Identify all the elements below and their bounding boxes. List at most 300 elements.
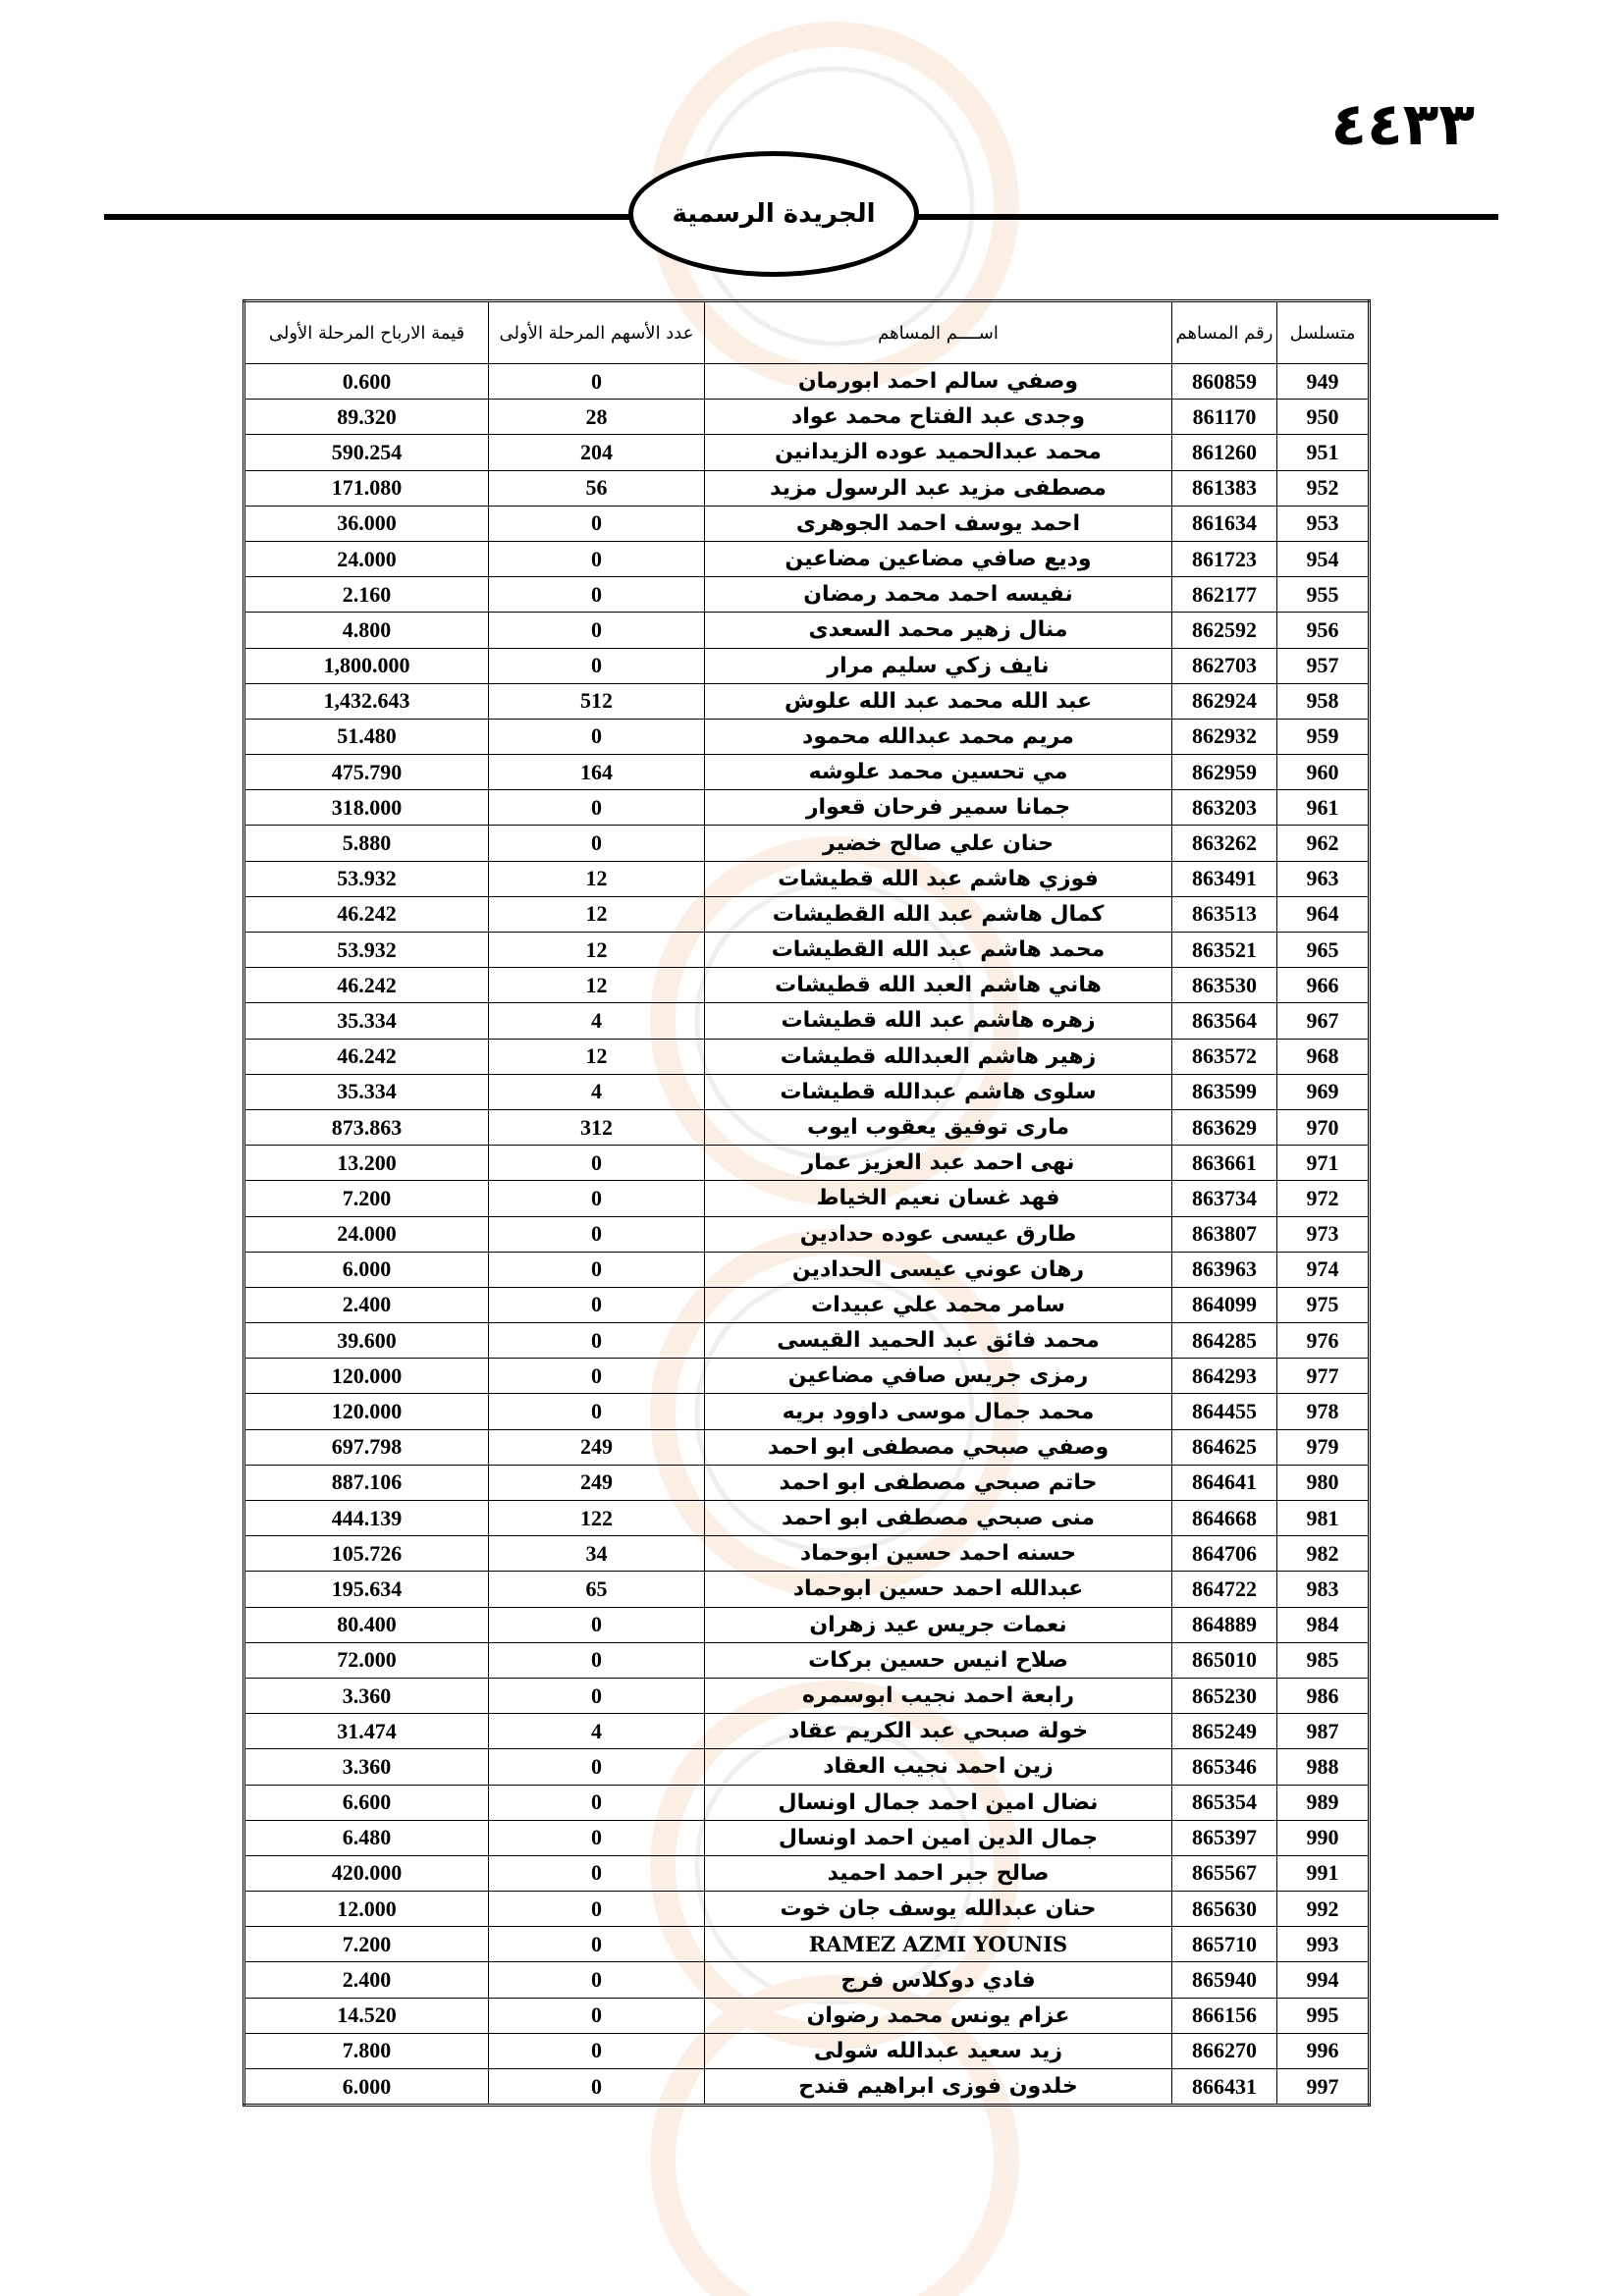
cell-dividends: 3.360 xyxy=(244,1678,489,1713)
cell-shares: 28 xyxy=(489,400,705,435)
cell-shares: 56 xyxy=(489,470,705,506)
cell-dividends: 2.160 xyxy=(244,577,489,613)
table-row xyxy=(244,364,1370,400)
cell-shareholder-number: 861260 xyxy=(1172,435,1277,470)
cell-serial: 992 xyxy=(1277,1892,1370,1927)
cell-shares: 0 xyxy=(489,577,705,613)
cell-shareholder-name: فادي دوكلاس فرج xyxy=(705,1962,1172,1998)
cell-shareholder-name: رهان عوني عيسى الحدادين xyxy=(705,1252,1172,1287)
cell-shares: 0 xyxy=(489,506,705,541)
table-row xyxy=(244,400,1370,435)
header-shareholder-name: اســــم المساهم xyxy=(705,301,1172,364)
cell-shareholder-name: حاتم صبحي مصطفى ابو احمد xyxy=(705,1465,1172,1500)
cell-shares: 0 xyxy=(489,790,705,826)
cell-shareholder-name: محمد فائق عبد الحميد القيسى xyxy=(705,1323,1172,1359)
table-row xyxy=(244,826,1370,861)
cell-serial: 976 xyxy=(1277,1323,1370,1359)
cell-shares: 0 xyxy=(489,1855,705,1891)
cell-shareholder-number: 862959 xyxy=(1172,755,1277,790)
cell-shares: 0 xyxy=(489,1820,705,1855)
table-row xyxy=(244,755,1370,790)
cell-serial: 966 xyxy=(1277,968,1370,1003)
cell-dividends: 444.139 xyxy=(244,1501,489,1536)
cell-shareholder-number: 863572 xyxy=(1172,1039,1277,1074)
table-row xyxy=(244,1323,1370,1359)
cell-dividends: 0.600 xyxy=(244,364,489,400)
table-row xyxy=(244,1536,1370,1572)
cell-shareholder-name: وجدى عبد الفتاح محمد عواد xyxy=(705,400,1172,435)
table-row xyxy=(244,648,1370,683)
cell-shareholder-number: 864706 xyxy=(1172,1536,1277,1572)
cell-serial: 951 xyxy=(1277,435,1370,470)
cell-shareholder-number: 862592 xyxy=(1172,613,1277,648)
cell-shares: 0 xyxy=(489,1359,705,1394)
cell-serial: 957 xyxy=(1277,648,1370,683)
header-serial: متسلسل xyxy=(1277,301,1370,364)
cell-dividends: 873.863 xyxy=(244,1109,489,1145)
table-header-row xyxy=(244,301,1370,364)
cell-shares: 12 xyxy=(489,861,705,896)
cell-serial: 971 xyxy=(1277,1146,1370,1181)
cell-serial: 995 xyxy=(1277,1998,1370,2033)
cell-shareholder-number: 862177 xyxy=(1172,577,1277,613)
cell-serial: 993 xyxy=(1277,1927,1370,1962)
cell-serial: 994 xyxy=(1277,1962,1370,1998)
cell-serial: 950 xyxy=(1277,400,1370,435)
cell-shareholder-name: نضال امين احمد جمال اونسال xyxy=(705,1785,1172,1820)
cell-serial: 970 xyxy=(1277,1109,1370,1145)
cell-shares: 0 xyxy=(489,1252,705,1287)
cell-shareholder-number: 862924 xyxy=(1172,683,1277,719)
cell-serial: 960 xyxy=(1277,755,1370,790)
cell-shareholder-number: 865249 xyxy=(1172,1714,1277,1749)
cell-shareholder-name: مصطفى مزيد عبد الرسول مزيد xyxy=(705,470,1172,506)
cell-serial: 990 xyxy=(1277,1820,1370,1855)
cell-shareholder-number: 860859 xyxy=(1172,364,1277,400)
table-row xyxy=(244,1287,1370,1322)
table-row xyxy=(244,1109,1370,1145)
cell-dividends: 39.600 xyxy=(244,1323,489,1359)
page-number: ٤٤٣٣ xyxy=(1330,90,1475,159)
cell-dividends: 13.200 xyxy=(244,1146,489,1181)
cell-shares: 4 xyxy=(489,1074,705,1109)
cell-serial: 997 xyxy=(1277,2069,1370,2106)
cell-shareholder-name: هاني هاشم العبد الله قطيشات xyxy=(705,968,1172,1003)
cell-shares: 0 xyxy=(489,613,705,648)
cell-dividends: 6.000 xyxy=(244,1252,489,1287)
cell-serial: 953 xyxy=(1277,506,1370,541)
cell-dividends: 195.634 xyxy=(244,1572,489,1607)
cell-shareholder-number: 864099 xyxy=(1172,1287,1277,1322)
cell-shareholder-name: منى صبحي مصطفى ابو احمد xyxy=(705,1501,1172,1536)
cell-shareholder-number: 865567 xyxy=(1172,1855,1277,1891)
cell-serial: 958 xyxy=(1277,683,1370,719)
cell-dividends: 35.334 xyxy=(244,1074,489,1109)
cell-dividends: 590.254 xyxy=(244,435,489,470)
cell-dividends: 1,432.643 xyxy=(244,683,489,719)
table-row xyxy=(244,435,1370,470)
cell-serial: 974 xyxy=(1277,1252,1370,1287)
cell-serial: 979 xyxy=(1277,1429,1370,1465)
cell-dividends: 120.000 xyxy=(244,1394,489,1429)
cell-serial: 981 xyxy=(1277,1501,1370,1536)
table-row xyxy=(244,1572,1370,1607)
cell-shares: 65 xyxy=(489,1572,705,1607)
cell-shareholder-number: 866156 xyxy=(1172,1998,1277,2033)
cell-shares: 0 xyxy=(489,826,705,861)
cell-shares: 0 xyxy=(489,541,705,576)
cell-shareholder-name: وديع صافي مضاعين مضاعين xyxy=(705,541,1172,576)
cell-serial: 967 xyxy=(1277,1003,1370,1039)
cell-shareholder-number: 861383 xyxy=(1172,470,1277,506)
shareholders-table-wrap xyxy=(243,299,1368,2107)
cell-shares: 0 xyxy=(489,1678,705,1713)
cell-shares: 0 xyxy=(489,1998,705,2033)
table-row xyxy=(244,1003,1370,1039)
cell-shareholder-number: 863262 xyxy=(1172,826,1277,861)
cell-shareholder-name: حسنه احمد حسين ابوحماد xyxy=(705,1536,1172,1572)
shareholders-table xyxy=(243,299,1371,2107)
cell-shareholder-name: صالح جبر احمد احميد xyxy=(705,1855,1172,1891)
cell-shareholder-number: 865397 xyxy=(1172,1820,1277,1855)
cell-shareholder-number: 862703 xyxy=(1172,648,1277,683)
table-row xyxy=(244,1216,1370,1252)
cell-serial: 963 xyxy=(1277,861,1370,896)
table-row xyxy=(244,1855,1370,1891)
table-row xyxy=(244,2033,1370,2068)
cell-dividends: 475.790 xyxy=(244,755,489,790)
table-row xyxy=(244,1394,1370,1429)
cell-dividends: 36.000 xyxy=(244,506,489,541)
cell-shareholder-number: 863521 xyxy=(1172,933,1277,968)
table-row xyxy=(244,968,1370,1003)
cell-serial: 955 xyxy=(1277,577,1370,613)
cell-dividends: 46.242 xyxy=(244,968,489,1003)
cell-serial: 973 xyxy=(1277,1216,1370,1252)
cell-shareholder-number: 865230 xyxy=(1172,1678,1277,1713)
table-row xyxy=(244,1074,1370,1109)
table-row xyxy=(244,1998,1370,2033)
cell-shareholder-number: 864889 xyxy=(1172,1607,1277,1642)
cell-dividends: 120.000 xyxy=(244,1359,489,1394)
cell-shares: 0 xyxy=(489,1181,705,1216)
cell-shares: 0 xyxy=(489,648,705,683)
table-row xyxy=(244,577,1370,613)
cell-shares: 122 xyxy=(489,1501,705,1536)
cell-dividends: 3.360 xyxy=(244,1749,489,1785)
table-row xyxy=(244,1359,1370,1394)
cell-shareholder-name: RAMEZ AZMI YOUNIS xyxy=(705,1927,1172,1962)
cell-shareholder-name: محمد جمال موسى داوود بريه xyxy=(705,1394,1172,1429)
cell-dividends: 31.474 xyxy=(244,1714,489,1749)
cell-dividends: 53.932 xyxy=(244,861,489,896)
cell-serial: 987 xyxy=(1277,1714,1370,1749)
table-row xyxy=(244,1501,1370,1536)
cell-shareholder-name: سامر محمد علي عبيدات xyxy=(705,1287,1172,1322)
cell-shareholder-name: خلدون فوزى ابراهيم قندح xyxy=(705,2069,1172,2106)
table-row xyxy=(244,861,1370,896)
cell-dividends: 2.400 xyxy=(244,1287,489,1322)
cell-shareholder-name: وصفي صبحي مصطفى ابو احمد xyxy=(705,1429,1172,1465)
cell-shares: 0 xyxy=(489,1607,705,1642)
cell-shares: 249 xyxy=(489,1429,705,1465)
cell-shareholder-name: زهره هاشم عبد الله قطيشات xyxy=(705,1003,1172,1039)
table-row xyxy=(244,1892,1370,1927)
cell-shareholder-number: 865940 xyxy=(1172,1962,1277,1998)
cell-serial: 956 xyxy=(1277,613,1370,648)
cell-shares: 0 xyxy=(489,364,705,400)
cell-shareholder-number: 864641 xyxy=(1172,1465,1277,1500)
cell-shares: 12 xyxy=(489,896,705,932)
cell-shareholder-number: 863661 xyxy=(1172,1146,1277,1181)
table-row xyxy=(244,896,1370,932)
cell-dividends: 24.000 xyxy=(244,1216,489,1252)
header-dividends: قيمة الارباح المرحلة الأولى xyxy=(244,301,489,364)
cell-shareholder-name: رابعة احمد نجيب ابوسمره xyxy=(705,1678,1172,1713)
cell-shareholder-name: نهى احمد عبد العزيز عمار xyxy=(705,1146,1172,1181)
cell-shareholder-number: 863203 xyxy=(1172,790,1277,826)
cell-shares: 0 xyxy=(489,1785,705,1820)
cell-shareholder-number: 864293 xyxy=(1172,1359,1277,1394)
cell-shares: 0 xyxy=(489,719,705,754)
cell-serial: 954 xyxy=(1277,541,1370,576)
cell-shareholder-number: 866270 xyxy=(1172,2033,1277,2068)
cell-shareholder-name: سلوى هاشم عبدالله قطيشات xyxy=(705,1074,1172,1109)
cell-shareholder-number: 863629 xyxy=(1172,1109,1277,1145)
cell-serial: 964 xyxy=(1277,896,1370,932)
cell-shareholder-number: 862932 xyxy=(1172,719,1277,754)
cell-shares: 0 xyxy=(489,1216,705,1252)
cell-shareholder-name: منال زهير محمد السعدى xyxy=(705,613,1172,648)
cell-shareholder-number: 863807 xyxy=(1172,1216,1277,1252)
cell-shareholder-name: مريم محمد عبدالله محمود xyxy=(705,719,1172,754)
cell-serial: 977 xyxy=(1277,1359,1370,1394)
cell-shareholder-number: 863491 xyxy=(1172,861,1277,896)
table-row xyxy=(244,1785,1370,1820)
cell-shares: 34 xyxy=(489,1536,705,1572)
cell-shares: 12 xyxy=(489,1039,705,1074)
table-row xyxy=(244,1962,1370,1998)
header-shares: عدد الأسهم المرحلة الأولى xyxy=(489,301,705,364)
cell-shareholder-name: احمد يوسف احمد الجوهرى xyxy=(705,506,1172,541)
cell-shares: 249 xyxy=(489,1465,705,1500)
cell-serial: 975 xyxy=(1277,1287,1370,1322)
cell-dividends: 6.000 xyxy=(244,2069,489,2106)
cell-shareholder-number: 865010 xyxy=(1172,1642,1277,1678)
table-row xyxy=(244,933,1370,968)
cell-shares: 312 xyxy=(489,1109,705,1145)
cell-shares: 0 xyxy=(489,1287,705,1322)
cell-shares: 0 xyxy=(489,2033,705,2068)
cell-shares: 0 xyxy=(489,1927,705,1962)
table-row xyxy=(244,1820,1370,1855)
cell-shareholder-number: 865354 xyxy=(1172,1785,1277,1820)
cell-serial: 986 xyxy=(1277,1678,1370,1713)
cell-shareholder-name: محمد عبدالحميد عوده الزيدانين xyxy=(705,435,1172,470)
table-row xyxy=(244,1465,1370,1500)
table-row xyxy=(244,1714,1370,1749)
cell-shareholder-name: نفيسه احمد محمد رمضان xyxy=(705,577,1172,613)
cell-shares: 4 xyxy=(489,1714,705,1749)
cell-shareholder-number: 866431 xyxy=(1172,2069,1277,2106)
cell-shares: 0 xyxy=(489,2069,705,2106)
cell-shares: 0 xyxy=(489,1642,705,1678)
table-row xyxy=(244,790,1370,826)
cell-serial: 959 xyxy=(1277,719,1370,754)
table-row xyxy=(244,1607,1370,1642)
cell-shareholder-number: 865630 xyxy=(1172,1892,1277,1927)
cell-dividends: 46.242 xyxy=(244,896,489,932)
cell-shareholder-number: 864285 xyxy=(1172,1323,1277,1359)
cell-shareholder-name: صلاح انيس حسين بركات xyxy=(705,1642,1172,1678)
cell-shareholder-name: فهد غسان نعيم الخياط xyxy=(705,1181,1172,1216)
cell-shareholder-number: 861634 xyxy=(1172,506,1277,541)
cell-dividends: 53.932 xyxy=(244,933,489,968)
cell-shareholder-name: مي تحسين محمد علوشه xyxy=(705,755,1172,790)
cell-dividends: 80.400 xyxy=(244,1607,489,1642)
cell-shareholder-number: 863963 xyxy=(1172,1252,1277,1287)
cell-shares: 512 xyxy=(489,683,705,719)
cell-shareholder-name: عزام يونس محمد رضوان xyxy=(705,1998,1172,2033)
cell-shareholder-number: 863513 xyxy=(1172,896,1277,932)
cell-serial: 969 xyxy=(1277,1074,1370,1109)
cell-shareholder-name: خولة صبحي عبد الكريم عقاد xyxy=(705,1714,1172,1749)
cell-shares: 12 xyxy=(489,968,705,1003)
cell-dividends: 6.600 xyxy=(244,1785,489,1820)
cell-dividends: 420.000 xyxy=(244,1855,489,1891)
table-row xyxy=(244,1927,1370,1962)
cell-dividends: 6.480 xyxy=(244,1820,489,1855)
cell-dividends: 24.000 xyxy=(244,541,489,576)
cell-serial: 989 xyxy=(1277,1785,1370,1820)
cell-shares: 0 xyxy=(489,1749,705,1785)
cell-shareholder-name: محمد هاشم عبد الله القطيشات xyxy=(705,933,1172,968)
table-row xyxy=(244,506,1370,541)
cell-dividends: 51.480 xyxy=(244,719,489,754)
cell-shares: 0 xyxy=(489,1394,705,1429)
cell-dividends: 5.880 xyxy=(244,826,489,861)
table-row xyxy=(244,683,1370,719)
table-row xyxy=(244,613,1370,648)
cell-shareholder-name: زين احمد نجيب العقاد xyxy=(705,1749,1172,1785)
cell-shareholder-name: نايف زكي سليم مرار xyxy=(705,648,1172,683)
table-row xyxy=(244,1039,1370,1074)
cell-serial: 978 xyxy=(1277,1394,1370,1429)
cell-shareholder-name: كمال هاشم عبد الله القطيشات xyxy=(705,896,1172,932)
cell-serial: 961 xyxy=(1277,790,1370,826)
table-body xyxy=(244,364,1370,2106)
gazette-title-oval xyxy=(628,151,919,277)
cell-shareholder-number: 861723 xyxy=(1172,541,1277,576)
cell-serial: 982 xyxy=(1277,1536,1370,1572)
cell-serial: 985 xyxy=(1277,1642,1370,1678)
header-shareholder-number: رقم المساهم xyxy=(1172,301,1277,364)
table-row xyxy=(244,1146,1370,1181)
cell-dividends: 46.242 xyxy=(244,1039,489,1074)
cell-shareholder-name: وصفي سالم احمد ابورمان xyxy=(705,364,1172,400)
cell-shareholder-name: رمزى جريس صافي مضاعين xyxy=(705,1359,1172,1394)
cell-shareholder-number: 863734 xyxy=(1172,1181,1277,1216)
cell-shareholder-number: 864668 xyxy=(1172,1501,1277,1536)
cell-shares: 164 xyxy=(489,755,705,790)
cell-serial: 980 xyxy=(1277,1465,1370,1500)
table-row xyxy=(244,1252,1370,1287)
cell-dividends: 72.000 xyxy=(244,1642,489,1678)
cell-serial: 972 xyxy=(1277,1181,1370,1216)
cell-shareholder-name: زهير هاشم العبدالله قطيشات xyxy=(705,1039,1172,1074)
table-row xyxy=(244,1429,1370,1465)
cell-dividends: 7.200 xyxy=(244,1927,489,1962)
cell-dividends: 7.200 xyxy=(244,1181,489,1216)
table-row xyxy=(244,470,1370,506)
cell-shareholder-name: نعمات جريس عيد زهران xyxy=(705,1607,1172,1642)
cell-shares: 0 xyxy=(489,1962,705,1998)
cell-shareholder-name: حنان علي صالح خضير xyxy=(705,826,1172,861)
cell-shareholder-number: 865346 xyxy=(1172,1749,1277,1785)
table-row xyxy=(244,1181,1370,1216)
cell-shareholder-number: 864722 xyxy=(1172,1572,1277,1607)
gazette-title: الجريدة الرسمية xyxy=(672,199,876,229)
cell-dividends: 7.800 xyxy=(244,2033,489,2068)
cell-dividends: 887.106 xyxy=(244,1465,489,1500)
table-row xyxy=(244,1749,1370,1785)
cell-dividends: 14.520 xyxy=(244,1998,489,2033)
cell-dividends: 12.000 xyxy=(244,1892,489,1927)
cell-dividends: 2.400 xyxy=(244,1962,489,1998)
cell-dividends: 35.334 xyxy=(244,1003,489,1039)
cell-shareholder-number: 861170 xyxy=(1172,400,1277,435)
cell-shareholder-number: 863530 xyxy=(1172,968,1277,1003)
cell-shareholder-name: فوزي هاشم عبد الله قطيشات xyxy=(705,861,1172,896)
cell-shareholder-number: 863564 xyxy=(1172,1003,1277,1039)
cell-serial: 984 xyxy=(1277,1607,1370,1642)
cell-shareholder-name: جمال الدين امين احمد اونسال xyxy=(705,1820,1172,1855)
cell-shareholder-number: 863599 xyxy=(1172,1074,1277,1109)
cell-dividends: 4.800 xyxy=(244,613,489,648)
cell-serial: 968 xyxy=(1277,1039,1370,1074)
cell-shareholder-number: 864455 xyxy=(1172,1394,1277,1429)
cell-shareholder-name: مارى توفيق يعقوب ايوب xyxy=(705,1109,1172,1145)
cell-serial: 965 xyxy=(1277,933,1370,968)
cell-dividends: 89.320 xyxy=(244,400,489,435)
table-row xyxy=(244,1678,1370,1713)
cell-shares: 204 xyxy=(489,435,705,470)
cell-shareholder-name: طارق عيسى عوده حدادين xyxy=(705,1216,1172,1252)
cell-dividends: 697.798 xyxy=(244,1429,489,1465)
cell-serial: 991 xyxy=(1277,1855,1370,1891)
cell-shareholder-name: جمانا سمير فرحان قعوار xyxy=(705,790,1172,826)
cell-shareholder-name: عبد الله محمد عبد الله علوش xyxy=(705,683,1172,719)
cell-shares: 0 xyxy=(489,1146,705,1181)
cell-serial: 952 xyxy=(1277,470,1370,506)
table-row xyxy=(244,541,1370,576)
cell-serial: 983 xyxy=(1277,1572,1370,1607)
cell-shares: 4 xyxy=(489,1003,705,1039)
cell-shares: 0 xyxy=(489,1892,705,1927)
cell-serial: 988 xyxy=(1277,1749,1370,1785)
cell-shares: 12 xyxy=(489,933,705,968)
cell-shareholder-name: حنان عبدالله يوسف جان خوت xyxy=(705,1892,1172,1927)
cell-shareholder-number: 864625 xyxy=(1172,1429,1277,1465)
cell-shares: 0 xyxy=(489,1323,705,1359)
cell-shareholder-name: زيد سعيد عبدالله شولى xyxy=(705,2033,1172,2068)
cell-dividends: 105.726 xyxy=(244,1536,489,1572)
cell-serial: 949 xyxy=(1277,364,1370,400)
table-row xyxy=(244,1642,1370,1678)
table-row xyxy=(244,2069,1370,2106)
cell-serial: 996 xyxy=(1277,2033,1370,2068)
cell-dividends: 1,800.000 xyxy=(244,648,489,683)
